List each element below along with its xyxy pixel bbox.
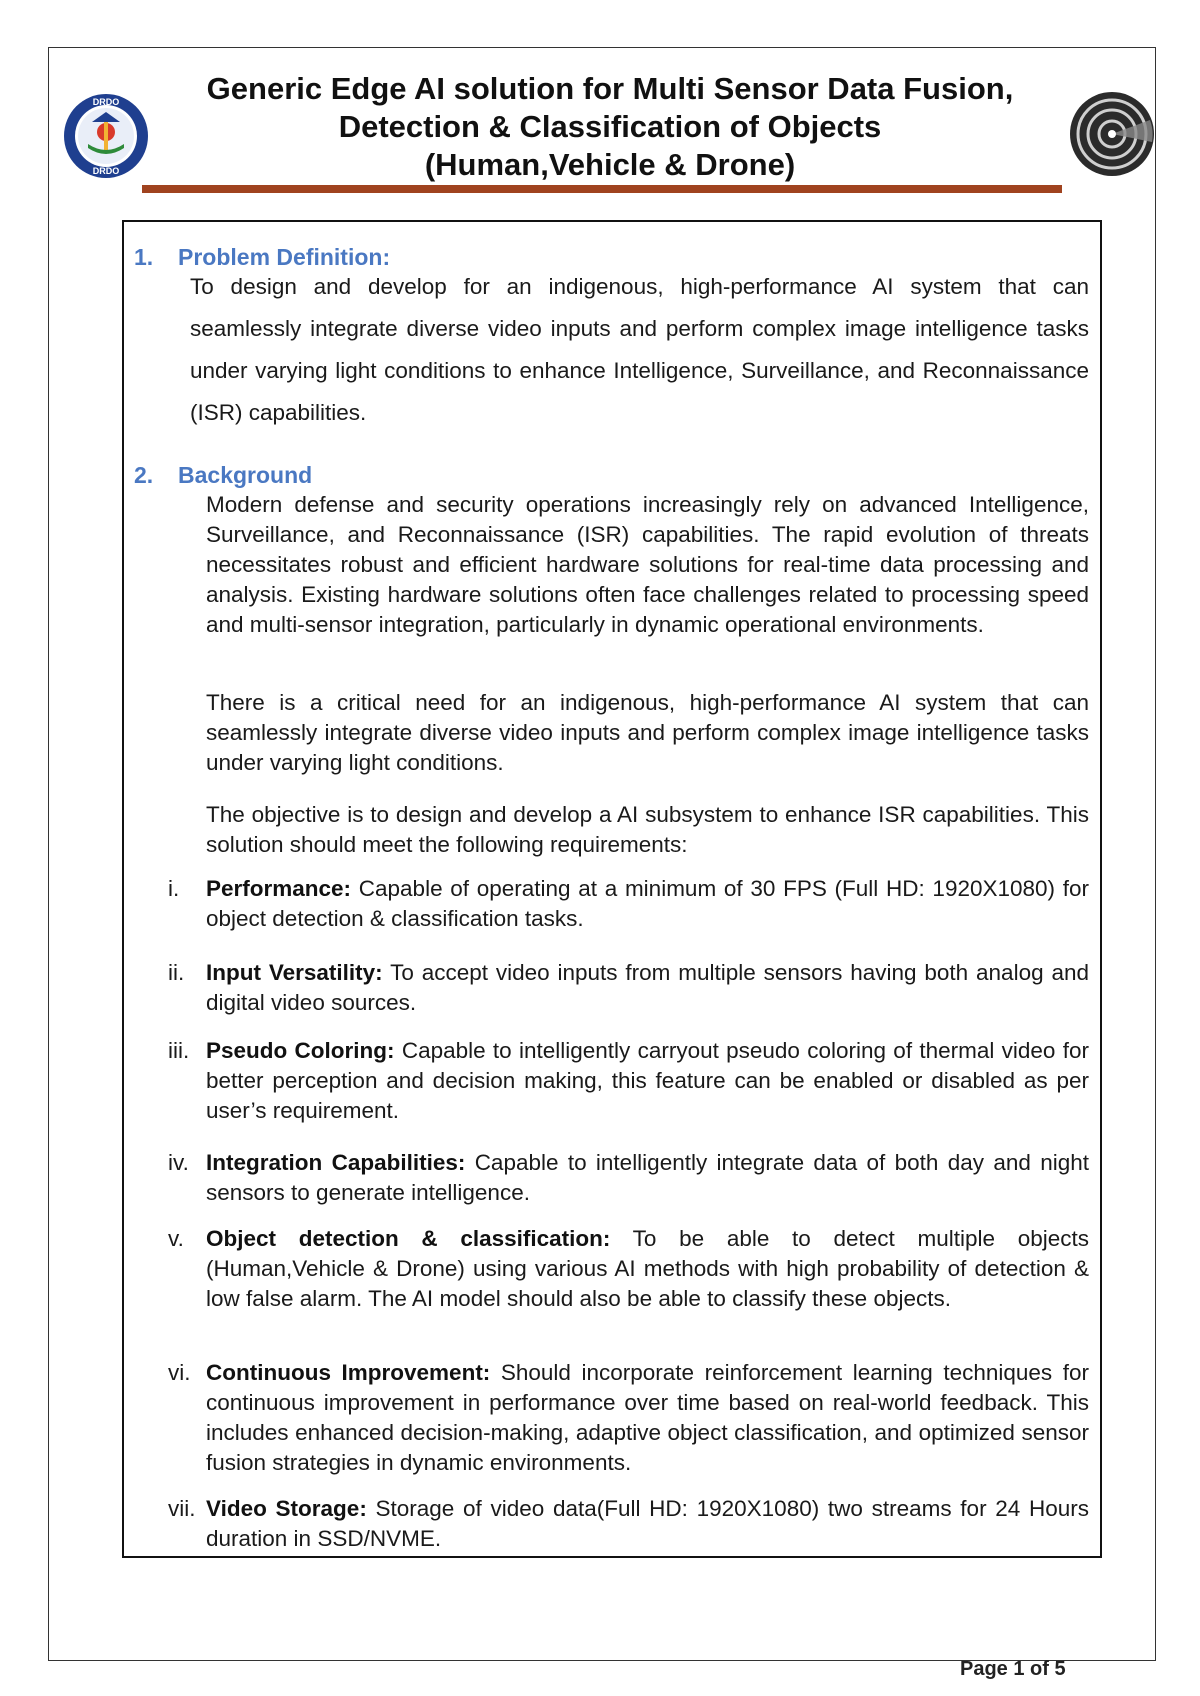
- drdo-emblem-icon: [62, 92, 150, 180]
- requirement-text: To accept video inputs from multiple sensors having both analog and digital video sources.: [206, 960, 1089, 1015]
- requirement-number: i.: [168, 876, 180, 901]
- requirement-text: Capable of operating at a minimum of 30 FPS (Full HD: 1920X1080) for object detection & classification tasks.: [206, 876, 1089, 931]
- title-line-1: Generic Edge AI solution for Multi Sensor Data Fusion,: [206, 71, 1014, 106]
- requirement-text: To be able to detect multiple objects (Human,Vehicle & Drone) using various AI methods with high probability of detection & low false alarm. The AI model should also be able to classify these objects.: [206, 1226, 1089, 1311]
- requirement-number: ii.: [168, 960, 185, 985]
- background-paragraph-2: There is a critical need for an indigenous, high-performance AI system that can seamlessly integrate diverse video inputs and perform complex image intelligence tasks under varying light conditions.: [206, 690, 1089, 775]
- page-number: Page 1 of 5: [960, 1658, 1066, 1680]
- title-line-2: Detection & Classification of Objects: [338, 109, 882, 144]
- requirement-number: v.: [168, 1226, 184, 1251]
- requirement-label: Object detection & classification:: [206, 1226, 611, 1251]
- section-title: Background: [178, 462, 313, 488]
- problem-definition-paragraph: To design and develop for an indigenous, high-performance AI system that can seamlessly integrate diverse video inputs and perform complex image intelligence tasks under varying light conditions to enhance Intelligence, Surveillance, and Reconnaissance (ISR) capabilities.: [190, 274, 1089, 425]
- section-number: 2.: [134, 462, 154, 488]
- background-paragraph-3: The objective is to design and develop a AI subsystem to enhance ISR capabilities. This solution should meet the following requirements:: [206, 802, 1089, 857]
- requirement-text: Storage of video data(Full HD: 1920X1080) two streams for 24 Hours duration in SSD/NVME.: [206, 1496, 1089, 1551]
- requirement-label: Continuous Improvement:: [206, 1360, 491, 1385]
- drdo-logo-text-bottom: DRDO: [92, 166, 120, 176]
- title-line-3: (Human,Vehicle & Drone): [424, 147, 796, 182]
- requirement-number: vii.: [168, 1496, 196, 1521]
- requirement-number: iv.: [168, 1150, 189, 1175]
- requirement-number: vi.: [168, 1360, 191, 1385]
- title-divider: [142, 185, 1062, 193]
- drdo-logo-text-top: DRDO: [92, 97, 120, 107]
- requirement-number: iii.: [168, 1038, 190, 1063]
- section-heading-background: [134, 462, 312, 489]
- section-title: Problem Definition:: [178, 244, 391, 270]
- requirement-label: Input Versatility:: [206, 960, 383, 985]
- radar-icon: [1068, 90, 1156, 178]
- section-number: 1.: [134, 244, 154, 270]
- requirement-text: Capable to intelligently carryout pseudo coloring of thermal video for better perception and decision making, this feature can be enabled or disabled as per user’s requirement.: [206, 1038, 1089, 1123]
- requirement-label: Performance:: [206, 876, 352, 901]
- requirement-text: Capable to intelligently integrate data of both day and night sensors to generate intelligence.: [206, 1150, 1089, 1205]
- background-paragraph-1: Modern defense and security operations increasingly rely on advanced Intelligence, Surveillance, and Reconnaissance (ISR) capabilities. The rapid evolution of threats necessitates robust and efficient hardware solutions for real-time data processing and analysis. Existing hardware solutions often face challenges related to processing speed and multi-sensor integration, particularly in dynamic operational environments.: [206, 492, 1089, 637]
- requirement-label: Integration Capabilities:: [206, 1150, 466, 1175]
- requirement-label: Pseudo Coloring:: [206, 1038, 395, 1063]
- document-title: [150, 70, 1070, 184]
- requirement-label: Video Storage:: [206, 1496, 367, 1521]
- requirement-text: Should incorporate reinforcement learning techniques for continuous improvement in performance over time based on real-world feedback. This includes enhanced decision-making, adaptive object classification, and optimized sensor fusion strategies in dynamic environments.: [206, 1360, 1089, 1475]
